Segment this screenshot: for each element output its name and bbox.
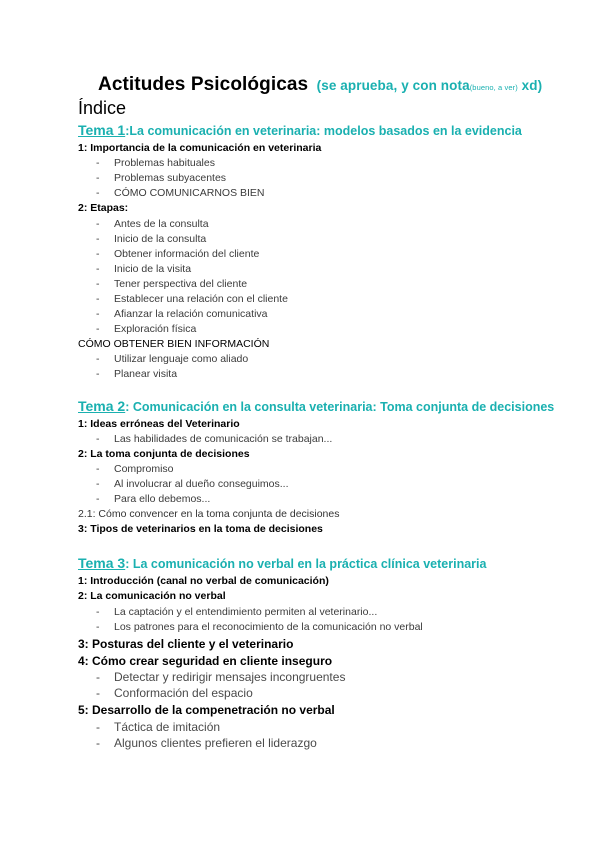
list-item xyxy=(96,368,177,380)
bullet-dash: - xyxy=(96,368,100,380)
list-item xyxy=(96,218,209,230)
list-item-text: Establecer una relación con el cliente xyxy=(114,293,288,305)
bullet-dash: - xyxy=(96,621,100,633)
tema3-section-3: 3: Posturas del cliente y el veterinario xyxy=(78,637,294,651)
bullet-dash: - xyxy=(96,248,100,260)
title-subtitle xyxy=(317,78,543,93)
list-item-text: Inicio de la consulta xyxy=(114,233,207,245)
bullet-dash: - xyxy=(96,263,100,275)
list-item-text: Detectar y redirigir mensajes incongruentes xyxy=(114,670,346,684)
list-item-text: Las habilidades de comunicación se trabajan... xyxy=(114,433,333,445)
tema3-section-1: 1: Introducción (canal no verbal de comunicación) xyxy=(78,575,329,587)
list-item xyxy=(96,293,288,305)
list-item xyxy=(96,433,332,445)
list-item-text: Antes de la consulta xyxy=(114,218,209,230)
list-item-text: Para ello debemos... xyxy=(114,493,211,505)
tema1-section-1: 1: Importancia de la comunicación en veterinaria xyxy=(78,142,322,154)
list-item xyxy=(96,308,268,320)
list-item-text: Conformación del espacio xyxy=(114,686,253,700)
tema3-section-5: 5: Desarrollo de la compenetración no verbal xyxy=(78,703,335,717)
list-item xyxy=(96,172,226,184)
list-item-text: Problemas habituales xyxy=(114,157,215,169)
list-item-text: Utilizar lenguaje como aliado xyxy=(114,353,249,365)
list-item-text: Obtener información del cliente xyxy=(114,248,260,260)
bullet-dash: - xyxy=(96,308,100,320)
list-item-text: Problemas subyacentes xyxy=(114,172,227,184)
tema3-number: Tema 3 xyxy=(78,555,126,571)
list-item-text: La captación y el entendimiento permiten al veterinario... xyxy=(114,606,378,618)
bullet-dash: - xyxy=(96,353,100,365)
list-item-text: CÓMO COMUNICARNOS BIEN xyxy=(114,187,265,199)
tema3-section-2: 2: La comunicación no verbal xyxy=(78,590,226,602)
title-main: Actitudes Psicológicas xyxy=(98,74,309,95)
tema1-heading xyxy=(78,122,522,138)
bullet-dash: - xyxy=(96,493,100,505)
list-item xyxy=(96,187,265,199)
list-item-text: Los patrones para el reconocimiento de la comunicación no verbal xyxy=(114,621,423,633)
bullet-dash: - xyxy=(96,433,100,445)
bullet-dash: - xyxy=(96,172,100,184)
tema1-section-3: CÓMO OBTENER BIEN INFORMACIÓN xyxy=(78,338,270,350)
list-item-text: Compromiso xyxy=(114,463,174,475)
list-item xyxy=(96,670,345,684)
list-item-text: Afianzar la relación comunicativa xyxy=(114,308,268,320)
list-item xyxy=(96,686,253,700)
list-item xyxy=(96,278,247,290)
bullet-dash: - xyxy=(96,278,100,290)
bullet-dash: - xyxy=(96,233,100,245)
bullet-dash: - xyxy=(96,323,100,335)
tema2-title: : Comunicación en la consulta veterinaria: Toma conjunta de decisiones xyxy=(125,400,555,414)
tema3-section-4: 4: Cómo crear seguridad en cliente inseguro xyxy=(78,654,333,668)
list-item xyxy=(96,263,191,275)
list-item-text: Algunos clientes prefieren el liderazgo xyxy=(114,736,317,750)
tema2-section-2-1: 2.1: Cómo convencer en la toma conjunta de decisiones xyxy=(78,508,340,520)
tema2-section-3: 3: Tipos de veterinarios en la toma de decisiones xyxy=(78,523,323,535)
list-item-text: Tener perspectiva del cliente xyxy=(114,278,248,290)
list-item xyxy=(96,248,259,260)
list-item xyxy=(96,493,210,505)
tema2-section-1: 1: Ideas erróneas del Veterinario xyxy=(78,418,240,430)
list-item xyxy=(96,606,377,618)
tema1-title: :La comunicación en veterinaria: modelos basados en la evidencia xyxy=(125,124,522,138)
bullet-dash: - xyxy=(96,293,100,305)
bullet-dash: - xyxy=(96,478,100,490)
bullet-dash: - xyxy=(96,720,100,734)
bullet-dash: - xyxy=(96,736,100,750)
tema1-number: Tema 1 xyxy=(78,122,126,138)
list-item xyxy=(96,621,423,633)
tema3-title: : La comunicación no verbal en la práctica clínica veterinaria xyxy=(125,557,487,571)
list-item xyxy=(96,478,289,490)
list-item xyxy=(96,157,215,169)
list-item xyxy=(96,463,174,475)
bullet-dash: - xyxy=(96,686,100,700)
list-item-text: Planear visita xyxy=(114,368,178,380)
list-item-text: Al involucrar al dueño conseguimos... xyxy=(114,478,289,490)
bullet-dash: - xyxy=(96,670,100,684)
bullet-dash: - xyxy=(96,157,100,169)
list-item xyxy=(96,720,220,734)
list-item xyxy=(96,323,196,335)
tema2-section-2: 2: La toma conjunta de decisiones xyxy=(78,448,250,460)
tema2-number: Tema 2 xyxy=(78,398,126,414)
bullet-dash: - xyxy=(96,606,100,618)
list-item-text: Exploración física xyxy=(114,323,197,335)
list-item xyxy=(96,353,248,365)
title-subtitle-end: xd) xyxy=(521,78,543,93)
list-item xyxy=(96,736,317,750)
title-subtitle-text: (se aprueba, y con nota xyxy=(316,78,470,93)
bullet-dash: - xyxy=(96,218,100,230)
list-item xyxy=(96,233,206,245)
tema1-section-2: 2: Etapas: xyxy=(78,202,129,214)
document-title xyxy=(98,74,542,96)
bullet-dash: - xyxy=(96,187,100,199)
list-item-text: Inicio de la visita xyxy=(114,263,192,275)
bullet-dash: - xyxy=(96,463,100,475)
tema2-heading xyxy=(78,398,554,414)
index-heading: Índice xyxy=(78,98,127,118)
tema3-heading xyxy=(78,555,486,571)
title-subtitle-tiny: (bueno, a ver) xyxy=(469,83,518,92)
list-item-text: Táctica de imitación xyxy=(114,720,221,734)
